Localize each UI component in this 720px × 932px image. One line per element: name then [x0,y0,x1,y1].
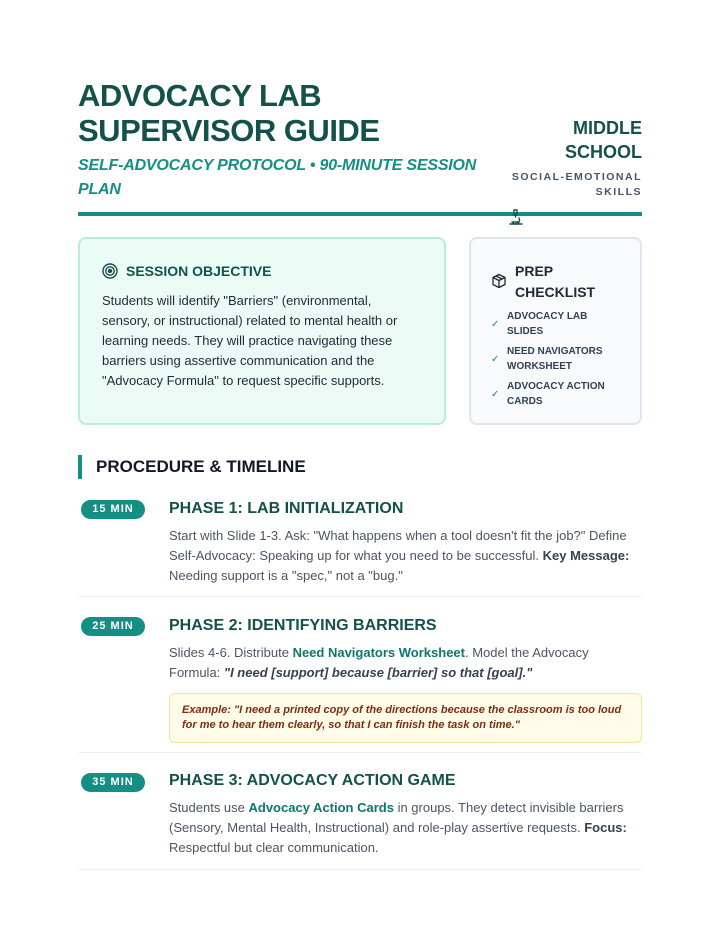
duration-badge: 15 MIN [81,500,145,519]
example-callout: Example: "I need a printed copy of the directions because the classroom is too loud for me to hear them clearly, so that I can finish the task on time." [169,693,642,743]
package-icon [491,273,507,289]
grade-subject: SOCIAL-EMOTIONAL SKILLS [511,171,642,198]
phase-text-segment: Slides 4-6. Distribute [169,645,293,660]
grade-level: MIDDLE SCHOOL [564,118,642,162]
target-icon [102,263,118,279]
objective-header [102,263,422,279]
phase-title: PHASE 3: ADVOCACY ACTION GAME [169,772,456,789]
objective-title: SESSION OBJECTIVE [126,263,272,279]
grade-block [492,116,642,200]
phase-3 [78,770,642,870]
checklist-item-label: ADVOCACY LAB SLIDES [507,311,588,337]
session-objective-card [78,237,446,425]
phase-description [169,643,642,683]
phase-text-segment: . Model the Advocacy Formula: [169,645,589,680]
section-heading-procedure: PROCEDURE & TIMELINE [78,455,306,479]
phase-text-segment: Start with Slide 1-3. Ask: "What happens when a tool doesn't fit the job?" Define Self-Advocacy: Speaking up for what you need to be successful. [169,528,627,563]
checklist-item-label: ADVOCACY ACTION CARDS [507,381,605,407]
phase-title: PHASE 2: IDENTIFYING BARRIERS [169,617,437,634]
prep-title: PREP CHECKLIST [515,263,596,300]
checklist-item [491,344,626,374]
duration-badge: 35 MIN [81,773,145,792]
checklist-item [491,309,626,339]
phase-1 [78,498,642,597]
prep-checklist [491,309,626,409]
cards-name: Advocacy Action Cards [248,800,394,815]
phase-body [169,615,642,743]
page-subtitle: SELF-ADVOCACY PROTOCOL • 90-MINUTE SESSION PLAN [78,157,477,198]
phase-text-segment: Respectful but clear communication. [169,840,379,855]
checklist-item-label: NEED NAVIGATORS WORKSHEET [507,346,603,372]
phase-text-segment: Students use [169,800,249,815]
phase-body [169,498,642,586]
phase-key-label: Focus: [584,820,627,835]
phase-key-label: Key Message: [542,548,630,563]
phase-text-segment: Needing support is a "spec," not a "bug." [169,568,403,583]
worksheet-name: Need Navigators Worksheet [292,645,465,660]
page-title: ADVOCACY LAB SUPERVISOR GUIDE [78,78,380,148]
advocacy-formula: "I need [support] because [barrier] so that [goal]." [223,665,533,680]
phase-2 [78,615,642,753]
phase-description [169,526,642,586]
prep-header [491,261,626,303]
prep-checklist-card [469,237,642,425]
phase-description [169,798,642,858]
phase-title: PHASE 1: LAB INITIALIZATION [169,500,404,517]
microscope-icon [508,208,524,226]
check-icon: ✓ [491,388,500,400]
objective-text: Students will identify "Barriers" (environmental, sensory, or instructional) related to mental health or learning needs. They will practice navigating these barriers using assertive communication and the "Advocacy Formula" to request specific supports. [102,293,398,388]
check-icon: ✓ [491,353,500,365]
phase-text-segment: in groups. They detect invisible barriers (Sensory, Mental Health, Instructional) and role-play assertive requests. [169,800,624,835]
duration-badge: 25 MIN [81,617,145,636]
document-header [78,78,642,216]
checklist-item [491,379,626,409]
check-icon: ✓ [491,318,500,330]
phase-body [169,770,642,858]
